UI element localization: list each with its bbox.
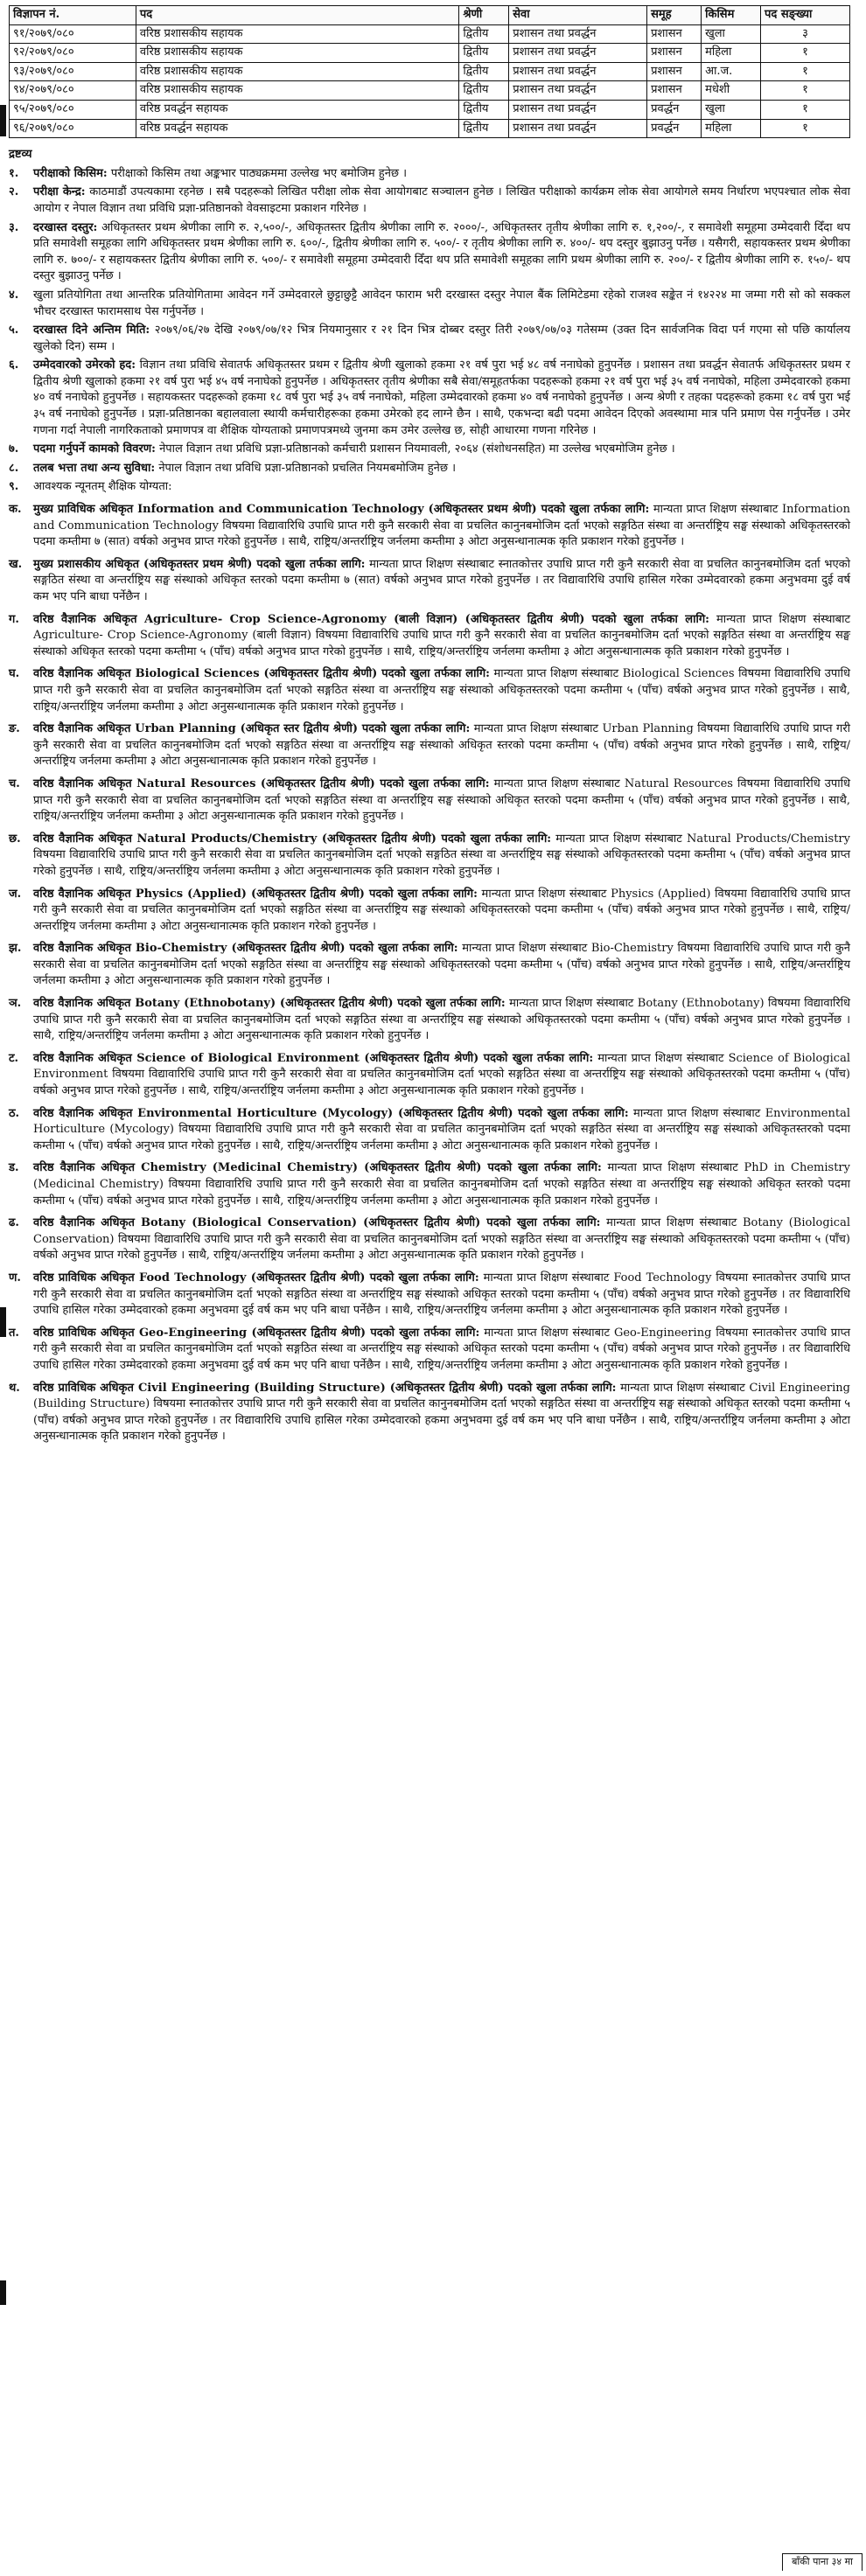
qualification-letter: थ. [9,1381,20,1395]
header-ad-number: विज्ञापन नं. [10,6,136,25]
qualification-letter: ढ. [9,1216,19,1230]
note-label: परीक्षा केन्द्र: [33,185,86,199]
note-item [9,358,850,439]
cell-type: खुला [702,100,761,119]
qualification-item [9,721,850,770]
note-item [9,442,850,458]
table-row [10,62,850,81]
note-number: ९. [9,480,19,494]
qualification-item [9,941,850,990]
note-number: ४. [9,288,19,302]
qualification-text: मान्यता प्राप्त शिक्षण संस्थाबाट Food Technology विषयमा स्नातकोत्तर उपाधि प्राप्त गरी कुनै सरकारी सेवा वा प्रचलित कानुनबमोजिम दर्ता भएको सङ्गठित संस्था वा अन्तर्राष्ट्रिय सङ्घ संस्थाको अधिकृत स्तरको पदमा कम्तीमा ५ (पाँच) वर्षको अनुभव प्राप्त गरेको हुनुपर्नेछ । तर विद्यावारिधि उपाधि हासिल गरेका उम्मेदवारको हकमा अनुभवमा दुई वर्ष कम भए पनि बाधा पर्नेछैन । साथै, राष्ट्रिय/अन्तर्राष्ट्रिय जर्नलमा कम्तीमा ३ ओटा अनुसन्धानात्मक कृति प्रकाशन गरेको हुनुपर्नेछ । [33,1271,851,1318]
note-text: खुला प्रतियोगिता तथा आन्तरिक प्रतियोगितामा आवेदन गर्ने उम्मेदवारले छुट्टाछुट्टै आवेदन फाराम भरी दरखास्त दस्तुर नेपाल बैंक लिमिटेडमा रहेको राजश्व सङ्केत नं १४२२४ मा जम्मा गरी सो को सक्कल भौचर दरखास्त फारामसाथ पेस गर्नुपर्नेछ । [33,288,850,318]
header-post-count: पद सङ्ख्या [761,6,850,25]
qualification-text: मान्यता प्राप्त शिक्षण संस्थाबाट Natural Resources विषयमा विद्यावारिधि उपाधि प्राप्त गरी कुनै सरकारी सेवा वा प्रचलित कानुनबमोजिम दर्ता भएको सङ्गठित संस्था वा अन्तर्राष्ट्रिय सङ्घ संस्थाको अधिकृत स्तरको पदमा कम्तीमा ५ (पाँच) वर्षको अनुभव प्राप्त गरेको हुनुपर्नेछ । साथै, राष्ट्रिय/अन्तर्राष्ट्रिय जर्नलमा कम्तीमा ३ ओटा अनुसन्धानात्मक कृति प्रकाशन गरेको हुनुपर्नेछ । [33,776,850,824]
qualification-letter: क. [9,503,22,517]
qualification-letter: ट. [9,1051,19,1065]
cell-service: प्रशासन तथा प्रवर्द्धन [509,119,647,138]
qualification-text: मान्यता प्राप्त शिक्षण संस्थाबाट स्नातकोत्तर उपाधि प्राप्त गरी कुनै सरकारी सेवा वा प्रचलित कानुनबमोजिम दर्ता भएको सङ्गठित संस्था वा अन्तर्राष्ट्रिय सङ्घ संस्थाको अधिकृत स्तरको पदमा कम्तीमा ७ (सात) वर्षको अनुभव प्राप्त गरेको हुनुपर्नेछ । तर विद्यावारिधि उपाधि हासिल गरेका उम्मेदवारको हकमा अनुभवमा दुई वर्ष कम भए पनि बाधा पर्नेछैन । [33,557,850,603]
qualification-title: मुख्य प्रशासकीय अधिकृत (अधिकृतस्तर प्रथम श्रेणी) पदको खुला तर्फका लागि: [33,557,366,571]
continued-page-tab: बाँकी पाना ३४ मा [782,2553,863,2571]
note-label: दरखास्त दिने अन्तिम मिति: [33,324,150,338]
qualification-letter: ड. [9,1161,19,1175]
qualification-item [9,1160,850,1209]
cell-group: प्रवर्द्धन [647,100,702,119]
qualification-letter: ण. [9,1271,21,1285]
qualification-title: वरिष्ठ वैज्ञानिक अधिकृत Urban Planning (अधिकृत स्तर द्वितीय श्रेणी) पदको खुला तर्फका लागि: [33,722,471,736]
qualification-title: वरिष्ठ प्राविधिक अधिकृत Geo-Engineering (अधिकृतस्तर द्वितीय श्रेणी) पदको खुला तर्फका लागि: [33,1326,480,1340]
margin-strip-middle [0,1307,6,1337]
note-text: नेपाल विज्ञान तथा प्रविधि प्रज्ञा-प्रतिष्ठानको कर्मचारी प्रशासन नियमावली, २०६४ (संशोधनसहित) मा उल्लेख भएबमोजिम हुनेछ । [155,442,675,456]
qualification-item [9,776,850,825]
cell-post-count: १ [761,81,850,101]
cell-post-count: १ [761,44,850,63]
note-text: काठमाडौं उपत्यकामा रहनेछ । सबै पदहरूको लिखित परीक्षा लोक सेवा आयोगबाट सञ्चालन हुनेछ । लिखित परीक्षाको कार्यक्रम लोक सेवा आयोगले समय निर्धारण भएपश्चात लोक सेवा आयोग र नेपाल विज्ञान तथा प्रविधि प्रज्ञा-प्रतिष्ठानको वेवसाइटमा प्रकाशन गरिनेछ । [33,185,850,215]
cell-post: वरिष्ठ प्रवर्द्धन सहायक [136,119,458,138]
cell-post-count: १ [761,119,850,138]
cell-group: प्रशासन [647,44,702,63]
qualification-item [9,1051,850,1100]
cell-group: प्रशासन [647,81,702,101]
note-number: ८. [9,461,19,475]
cell-ad-number: ९४/२०७९/०८० [10,81,136,101]
header-class: श्रेणी [459,6,509,25]
cell-post-count: १ [761,100,850,119]
qualification-letter: छ. [9,832,21,846]
cell-service: प्रशासन तथा प्रवर्द्धन [509,24,647,44]
qualification-text: मान्यता प्राप्त शिक्षण संस्थाबाट Botany (Biological Conservation) विषयमा विद्यावारिधि उपाधि प्राप्त गरी कुनै सरकारी सेवा वा प्रचलित कानुनबमोजिम दर्ता भएको सङ्गठित संस्था वा अन्तर्राष्ट्रिय सङ्घ संस्थाको अधिकृतस्तरको पदमा कम्तीमा ५ (पाँच) वर्षको अनुभव प्राप्त गरेको हुनुपर्नेछ । साथै, राष्ट्रिय/अन्तर्राष्ट्रिय जर्नलमा कम्तीमा ३ ओटा अनुसन्धानात्मक कृति प्रकाशन गरेको हुनुपर्नेछ । [33,1216,850,1263]
qualification-item [9,1326,850,1375]
cell-class: द्वितीय [459,100,509,119]
cell-ad-number: ९२/२०७९/०८० [10,44,136,63]
qualification-text: मान्यता प्राप्त शिक्षण संस्थाबाट Agriculture- Crop Science-Agronomy (बाली विज्ञान) विषयमा विद्यावारिधि उपाधि प्राप्त गरी कुनै सरकारी सेवा वा प्रचलित कानुनबमोजिम दर्ता भएको सङ्गठित संस्था वा अन्तर्राष्ट्रिय सङ्घ संस्थाको अधिकृत स्तरको पदमा कम्तीमा ५ (पाँच) वर्षको अनुभव प्राप्त गरेको हुनुपर्नेछ । साथै, राष्ट्रिय/अन्तर्राष्ट्रिय जर्नलमा कम्तीमा ३ ओटा अनुसन्धानात्मक कृति प्रकाशन गरेको हुनुपर्नेछ । [33,612,850,658]
cell-post: वरिष्ठ प्रशासकीय सहायक [136,62,458,81]
table-row [10,100,850,119]
qualification-letter: ख. [9,557,23,571]
note-number: २. [9,185,19,199]
cell-class: द्वितीय [459,62,509,81]
qualification-letter: घ. [9,667,20,681]
note-text: विज्ञान तथा प्रविधि सेवातर्फ अधिकृतस्तर प्रथम र द्वितीय श्रेणी खुलाको हकमा २१ वर्ष पुरा भई ४८ वर्ष ननाघेको हुनुपर्नेछ । प्रशासन तथा प्रवर्द्धन सेवातर्फ अधिकृतस्तर प्रथम र द्वितीय श्रेणी खुलाको हकमा २१ वर्ष पुरा भई ४५ वर्ष ननाघेको हुनुपर्नेछ । अधिकृतस्तर तृतीय श्रेणीका सबै सेवा/समूहतर्फका पदहरूको हकमा २१ वर्ष पुरा भई ३५ वर्ष ननाघेको, महिला उम्मेदवारको हकमा ४० वर्ष ननाघेको हुनुपर्नेछ । सहायकस्तर पदहरूको हकमा १८ वर्ष पुरा भई ३५ वर्ष ननाघेको, महिला उम्मेदवारको हकमा ४० वर्ष ननाघेको हुनुपर्नेछ । अन्य श्रेणी र तहका पदहरूको हकमा १८ वर्ष पुरा भई ३५ वर्ष ननाघेको हुनुपर्नेछ । प्रज्ञा-प्रतिष्ठानका बहालवाला स्थायी कर्मचारीहरूका हकमा उमेरको हद लाग्ने छैन । साथै, एकभन्दा बढी पदमा आवेदन दिएको अवस्थामा मात्र पनि प्रमाण पेस गर्नुपर्नेछ । उमेर गणना गर्दा नेपाली नागरिकताको प्रमाणपत्र वा शैक्षिक योग्यताको प्रमाणपत्रमध्ये जुनमा कम उमेर उल्लेख छ, सोही आधारमा गणना गरिनेछ । [33,359,850,437]
cell-post: वरिष्ठ प्रशासकीय सहायक [136,81,458,101]
header-service: सेवा [509,6,647,25]
note-label: परीक्षाको किसिम: [33,166,108,180]
qualification-title: वरिष्ठ प्राविधिक अधिकृत Food Technology (अधिकृतस्तर द्वितीय श्रेणी) पदको खुला तर्फका लागि: [33,1271,479,1285]
qualification-title: वरिष्ठ वैज्ञानिक अधिकृत Natural Products/Chemistry (अधिकृतस्तर द्वितीय श्रेणी) पदको खुला तर्फका लागि: [33,832,552,846]
note-text: अधिकृतस्तर प्रथम श्रेणीका लागि रु. २,५००/-, अधिकृतस्तर द्वितीय श्रेणीका लागि रु. २०००/-, अधिकृतस्तर तृतीय श्रेणीका लागि रु. १,२००/-, र समावेशी समूहमा उम्मेदवारी दिँदा थप प्रति समावेशी समूहका लागि अधिकृतस्तर प्रथम श्रेणीका लागि रु. ६००/-, द्वितीय श्रेणीका लागि रु. ५००/- र तृतीय श्रेणीका लागि रु. ४००/- थप दस्तुर बुझाउनु पर्नेछ । यसैगरी, सहायकस्तर प्रथम श्रेणीका लागि रु. ७००/- र सहायकस्तर द्वितीय श्रेणीका लागि रु. ५००/- र समावेशी समूहमा उम्मेदवारी दिँदा थप प्रति समावेशी समूहका लागि प्रथम श्रेणीका लागि रु. २००/- र द्वितीय श्रेणीका लागि रु. १५०/- थप दस्तुर बुझाउनु पर्नेछ । [33,220,851,283]
qualification-letter: च. [9,776,20,790]
note-label: उम्मेदवारको उमेरको हद: [33,359,136,372]
qualification-item [9,1215,850,1264]
note-number: ६. [9,359,19,372]
cell-ad-number: ९६/२०७९/०८० [10,119,136,138]
qualification-letter: ङ. [9,722,20,736]
qualification-letter: ग. [9,612,19,626]
table-header-row [10,6,850,25]
qualification-title: वरिष्ठ प्राविधिक अधिकृत Civil Engineering (Building Structure) (अधिकृतस्तर द्वितीय श्रेणी) पदको खुला तर्फका लागि: [33,1381,617,1395]
qualification-text: मान्यता प्राप्त शिक्षण संस्थाबाट Physics (Applied) विषयमा विद्यावारिधि उपाधि प्राप्त गरी कुनै सरकारी सेवा वा प्रचलित कानुनबमोजिम दर्ता भएको सङ्गठित संस्था वा अन्तर्राष्ट्रिय सङ्घ संस्थाको अधिकृतस्तरको पदमा कम्तीमा ५ (पाँच) वर्षको अनुभव प्राप्त गरेको हुनुपर्नेछ । साथै, राष्ट्रिय/अन्तर्राष्ट्रिय जर्नलमा कम्तीमा ३ ओटा अनुसन्धानात्मक कृति प्रकाशन गरेको हुनुपर्नेछ । [33,887,850,933]
qualification-text: मान्यता प्राप्त शिक्षण संस्थाबाट Natural Products/Chemistry विषयमा विद्यावारिधि उपाधि प्राप्त गरी कुनै सरकारी सेवा वा प्रचलित कानुनबमोजिम दर्ता भएको सङ्गठित संस्था वा अन्तर्राष्ट्रिय सङ्घ संस्थाको अधिकृतस्तरको पदमा कम्तीमा ५ (पाँच) वर्षको अनुभव प्राप्त गरेको हुनुपर्नेछ । साथै, राष्ट्रिय/अन्तर्राष्ट्रिय जर्नलमा कम्तीमा ३ ओटा अनुसन्धानात्मक कृति प्रकाशन गरेको हुनुपर्नेछ । [33,832,850,878]
document-page [9,5,850,1445]
qualification-item [9,502,850,551]
cell-class: द्वितीय [459,24,509,44]
header-type: किसिम [702,6,761,25]
qualification-letter: झ. [9,942,22,956]
cell-group: प्रशासन [647,62,702,81]
qualification-letter: त. [9,1326,19,1340]
qualification-item [9,832,850,881]
header-post: पद [136,6,458,25]
cell-service: प्रशासन तथा प्रवर्द्धन [509,62,647,81]
margin-strip-top [0,105,6,136]
qualification-item [9,1106,850,1155]
cell-class: द्वितीय [459,119,509,138]
table-row [10,44,850,63]
note-item [9,479,850,496]
note-item [9,166,850,183]
cell-service: प्रशासन तथा प्रवर्द्धन [509,44,647,63]
qualification-text: मान्यता प्राप्त शिक्षण संस्थाबाट Civil Engineering (Building Structure) विषयमा स्नातकोत्तर उपाधि प्राप्त गरी कुनै सरकारी सेवा वा प्रचलित कानुनबमोजिम दर्ता भएको सङ्गठित संस्था वा अन्तर्राष्ट्रिय सङ्घ संस्थाको अधिकृत स्तरको पदमा कम्तीमा ५ (पाँच) वर्षको अनुभव प्राप्त गरेको हुनुपर्नेछ । तर विद्यावारिधि उपाधि हासिल गरेका उम्मेदवारको हकमा अनुभवमा दुई वर्ष कम भए पनि बाधा पर्नेछैन । साथै, राष्ट्रिय/अन्तर्राष्ट्रिय जर्नलमा कम्तीमा ३ ओटा अनुसन्धानात्मक कृति प्रकाशन गरेको हुनुपर्नेछ । [33,1381,850,1444]
qualification-title: वरिष्ठ वैज्ञानिक अधिकृत Physics (Applied) (अधिकृतस्तर द्वितीय श्रेणी) पदको खुला तर्फका लागि: [33,887,478,901]
cell-post: वरिष्ठ प्रशासकीय सहायक [136,24,458,44]
notes-heading: द्रष्टव्य [9,148,32,162]
qualification-item [9,666,850,715]
qualification-item [9,1381,850,1445]
qualification-text: मान्यता प्राप्त शिक्षण संस्थाबाट Geo-Engineering विषयमा स्नातकोत्तर उपाधि प्राप्त गरी कुनै सरकारी सेवा वा प्रचलित कानुनबमोजिम दर्ता भएको सङ्गठित संस्था वा अन्तर्राष्ट्रिय सङ्घ संस्थाको अधिकृत स्तरको पदमा कम्तीमा ५ (पाँच) वर्षको अनुभव प्राप्त गरेको हुनुपर्नेछ । तर विद्यावारिधि उपाधि हासिल गरेका उम्मेदवारको हकमा अनुभवमा दुई वर्ष कम भए पनि बाधा पर्नेछैन । साथै, राष्ट्रिय/अन्तर्राष्ट्रिय जर्नलमा कम्तीमा ३ ओटा अनुसन्धानात्मक कृति प्रकाशन गरेको हुनुपर्नेछ । [33,1326,850,1372]
cell-class: द्वितीय [459,81,509,101]
note-item [9,323,850,355]
cell-post: वरिष्ठ प्रशासकीय सहायक [136,44,458,63]
qualification-item [9,1271,850,1319]
note-number: १. [9,166,19,180]
note-number: ३. [9,220,19,234]
cell-post: वरिष्ठ प्रवर्द्धन सहायक [136,100,458,119]
qualification-item [9,996,850,1045]
note-text: आवश्यक न्यूनतम् शैक्षिक योग्यता: [33,480,172,494]
note-item [9,288,850,320]
cell-service: प्रशासन तथा प्रवर्द्धन [509,81,647,101]
cell-group: प्रवर्द्धन [647,119,702,138]
qualification-item [9,887,850,936]
cell-group: प्रशासन [647,24,702,44]
note-item [9,220,850,285]
cell-class: द्वितीय [459,44,509,63]
note-text: नेपाल विज्ञान तथा प्रविधि प्रज्ञा-प्रतिष्ठानको प्रचलित नियमबमोजिम हुनेछ । [155,461,457,475]
note-text: २०७९/०६/२७ देखि २०७९/०७/१२ भित्र नियमानुसार र २१ दिन भित्र दोब्बर दस्तुर तिरी २०७९/०७/०३ गतेसम्म (उक्त दिन सार्वजनिक विदा पर्न गएमा सो पछि कार्यालय खुलेको दिन) सम्म । [33,324,850,353]
cell-ad-number: ९५/२०७९/०८० [10,100,136,119]
qualification-title: वरिष्ठ वैज्ञानिक अधिकृत Botany (Biological Conservation) (अधिकृतस्तर द्वितीय श्रेणी) पदको खुला तर्फका लागि: [33,1216,601,1230]
qualification-text: मान्यता प्राप्त शिक्षण संस्थाबाट PhD in Chemistry (Medicinal Chemistry) विषयमा विद्यावारिधि उपाधि प्राप्त गरी कुनै सरकारी सेवा वा प्रचलित कानुनबमोजिम दर्ता भएको सङ्गठित संस्था वा अन्तर्राष्ट्रिय सङ्घ संस्थाको अधिकृत स्तरको पदमा कम्तीमा ५ (पाँच) वर्षको अनुभव प्राप्त गरेको हुनुपर्नेछ । साथै, राष्ट्रिय/अन्तर्राष्ट्रिय जर्नलमा कम्तीमा ३ ओटा अनुसन्धानात्मक कृति प्रकाशन गरेको हुनुपर्नेछ । [33,1161,850,1208]
table-row [10,24,850,44]
qualification-letter: ञ. [9,997,22,1011]
table-row [10,81,850,101]
qualification-text: मान्यता प्राप्त शिक्षण संस्थाबाट Urban Planning विषयमा विद्यावारिधि उपाधि प्राप्त गरी कुनै सरकारी सेवा वा प्रचलित कानुनबमोजिम दर्ता भएको सङ्गठित संस्था वा अन्तर्राष्ट्रिय सङ्घ संस्थाको अधिकृत स्तरको पदमा कम्तीमा ५ (पाँच) वर्षको अनुभव प्राप्त गरेको हुनुपर्नेछ । साथै, राष्ट्रिय/अन्तर्राष्ट्रिय जर्नलमा कम्तीमा ३ ओटा अनुसन्धानात्मक कृति प्रकाशन गरेको हुनुपर्नेछ । [33,722,850,769]
note-item [9,461,850,477]
margin-strip-lower [0,2280,6,2305]
vacancy-table [9,5,850,138]
note-label: दरखास्त दस्तुर: [33,220,98,234]
cell-type: खुला [702,24,761,44]
qualification-title: वरिष्ठ वैज्ञानिक अधिकृत Natural Resources (अधिकृतस्तर द्वितीय श्रेणी) पदको खुला तर्फका लागि: [33,776,490,790]
cell-type: महिला [702,44,761,63]
qualification-letter: ठ. [9,1106,20,1120]
cell-post-count: १ [761,62,850,81]
qualification-title: वरिष्ठ वैज्ञानिक अधिकृत Biological Sciences (अधिकृतस्तर द्वितीय श्रेणी) पदको खुला तर्फका लागि: [33,667,490,681]
cell-ad-number: ९१/२०७९/०८० [10,24,136,44]
qualification-letter: ज. [9,887,22,901]
note-text: परीक्षाको किसिम तथा अङ्कभार पाठ्यक्रममा उल्लेख भए बमोजिम हुनेछ । [107,166,408,180]
note-item [9,184,850,217]
qualification-text: मान्यता प्राप्त शिक्षण संस्थाबाट Information and Communication Technology विषयमा विद्यावारिधि उपाधि प्राप्त गरी कुनै सरकारी सेवा वा प्रचलित कानुनबमोजिम दर्ता भएको सङ्गठित संस्था वा अन्तर्राष्ट्रिय सङ्घ संस्थाको अधिकृतस्तरको पदमा कम्तीमा ७ (सात) वर्षको अनुभव प्राप्त गरेको हुनुपर्नेछ । साथै, राष्ट्रिय/अन्तर्राष्ट्रिय जर्नलमा कम्तीमा ३ ओटा अनुसन्धानात्मक कृति प्रकाशन गरेको हुनुपर्नेछ । [33,503,850,549]
cell-service: प्रशासन तथा प्रवर्द्धन [509,100,647,119]
qualification-text: मान्यता प्राप्त शिक्षण संस्थाबाट Science of Biological Environment विषयमा विद्यावारिधि उपाधि प्राप्त गरी कुनै सरकारी सेवा वा प्रचलित कानुनबमोजिम दर्ता भएको सङ्गठित संस्था वा अन्तर्राष्ट्रिय सङ्घ संस्थाको अधिकृतस्तरको पदमा कम्तीमा ५ (पाँच) वर्षको अनुभव प्राप्त गरेको हुनुपर्नेछ । साथै, राष्ट्रिय/अन्तर्राष्ट्रिय जर्नलमा कम्तीमा ३ ओटा अनुसन्धानात्मक कृति प्रकाशन गरेको हुनुपर्नेछ । [33,1051,850,1098]
qualification-title: वरिष्ठ वैज्ञानिक अधिकृत Botany (Ethnobotany) (अधिकृतस्तर द्वितीय श्रेणी) पदको खुला तर्फका लागि: [33,997,506,1011]
note-label: तलब भत्ता तथा अन्य सुविधा: [33,461,156,475]
qualification-title: वरिष्ठ वैज्ञानिक अधिकृत Chemistry (Medicinal Chemistry) (अधिकृतस्तर द्वितीय श्रेणी) पदको खुला तर्फका लागि: [33,1161,602,1175]
qualification-title: वरिष्ठ वैज्ञानिक अधिकृत Bio-Chemistry (अधिकृतस्तर द्वितीय श्रेणी) पदको खुला तर्फका लागि: [33,942,458,956]
qualification-item [9,557,850,606]
qualification-text: मान्यता प्राप्त शिक्षण संस्थाबाट Environmental Horticulture (Mycology) विषयमा विद्यावारिधि उपाधि प्राप्त गरी कुनै सरकारी सेवा वा प्रचलित कानुनबमोजिम दर्ता भएको सङ्गठित संस्था वा अन्तर्राष्ट्रिय सङ्घ संस्थाको अधिकृतस्तरको पदमा कम्तीमा ५ (पाँच) वर्षको अनुभव प्राप्त गरेको हुनुपर्नेछ । साथै, राष्ट्रिय/अन्तर्राष्ट्रिय जर्नलमा कम्तीमा ३ ओटा अनुसन्धानात्मक कृति प्रकाशन गरेको हुनुपर्नेछ । [33,1106,850,1152]
qualification-item [9,612,850,661]
qualification-text: मान्यता प्राप्त शिक्षण संस्थाबाट Bio-Chemistry विषयमा विद्यावारिधि उपाधि प्राप्त गरी कुनै सरकारी सेवा वा प्रचलित कानुनबमोजिम दर्ता भएको सङ्गठित संस्था वा अन्तर्राष्ट्रिय सङ्घ संस्थाको अधिकृतस्तरको पदमा कम्तीमा ५ (पाँच) वर्षको अनुभव प्राप्त गरेको हुनुपर्नेछ । साथै, राष्ट्रिय/अन्तर्राष्ट्रिय जर्नलमा कम्तीमा ३ ओटा अनुसन्धानात्मक कृति प्रकाशन गरेको हुनुपर्नेछ । [33,942,850,988]
qualification-text: मान्यता प्राप्त शिक्षण संस्थाबाट Botany (Ethnobotany) विषयमा विद्यावारिधि उपाधि प्राप्त गरी कुनै सरकारी सेवा वा प्रचलित कानुनबमोजिम दर्ता भएको सङ्गठित संस्था वा अन्तर्राष्ट्रिय सङ्घ संस्थाको अधिकृतस्तरको पदमा कम्तीमा ५ (पाँच) वर्षको अनुभव प्राप्त गरेको हुनुपर्नेछ । साथै, राष्ट्रिय/अन्तर्राष्ट्रिय जर्नलमा कम्तीमा ३ ओटा अनुसन्धानात्मक कृति प्रकाशन गरेको हुनुपर्नेछ । [33,997,850,1043]
note-number: ५. [9,324,19,338]
cell-type: मधेशी [702,81,761,101]
cell-type: महिला [702,119,761,138]
cell-post-count: ३ [761,24,850,44]
cell-ad-number: ९३/२०७९/०८० [10,62,136,81]
qualification-title: वरिष्ठ वैज्ञानिक अधिकृत Agriculture- Crop Science-Agronomy (बाली विज्ञान) (अधिकृतस्तर द्वितीय श्रेणी) पदको खुला तर्फका लागि: [33,612,709,626]
qualification-title: मुख्य प्राविधिक अधिकृत Information and Communication Technology (अधिकृतस्तर प्रथम श्रेणी) पदको खुला तर्फका लागि: [33,503,650,517]
table-row [10,119,850,138]
note-label: पदमा गर्नुपर्ने कामको विवरण: [33,442,156,456]
qualification-text: मान्यता प्राप्त शिक्षण संस्थाबाट Biological Sciences विषयमा विद्यावारिधि उपाधि प्राप्त गरी कुनै सरकारी सेवा वा प्रचलित कानुनबमोजिम दर्ता भएको सङ्गठित संस्था वा अन्तर्राष्ट्रिय सङ्घ संस्थाको अधिकृतस्तरको पदमा कम्तीमा ५ (पाँच) वर्षको अनुभव प्राप्त गरेको हुनुपर्नेछ । साथै, राष्ट्रिय/अन्तर्राष्ट्रिय जर्नलमा कम्तीमा ३ ओटा अनुसन्धानात्मक कृति प्रकाशन गरेको हुनुपर्नेछ । [33,667,850,714]
cell-type: आ.ज. [702,62,761,81]
qualification-title: वरिष्ठ वैज्ञानिक अधिकृत Science of Biological Environment (अधिकृतस्तर द्वितीय श्रेणी) पदको खुला तर्फका लागि: [33,1051,594,1065]
note-number: ७. [9,442,19,456]
header-group: समूह [647,6,702,25]
qualification-title: वरिष्ठ वैज्ञानिक अधिकृत Environmental Horticulture (Mycology) (अधिकृतस्तर द्वितीय श्रेणी) पदको खुला तर्फका लागि: [33,1106,629,1120]
